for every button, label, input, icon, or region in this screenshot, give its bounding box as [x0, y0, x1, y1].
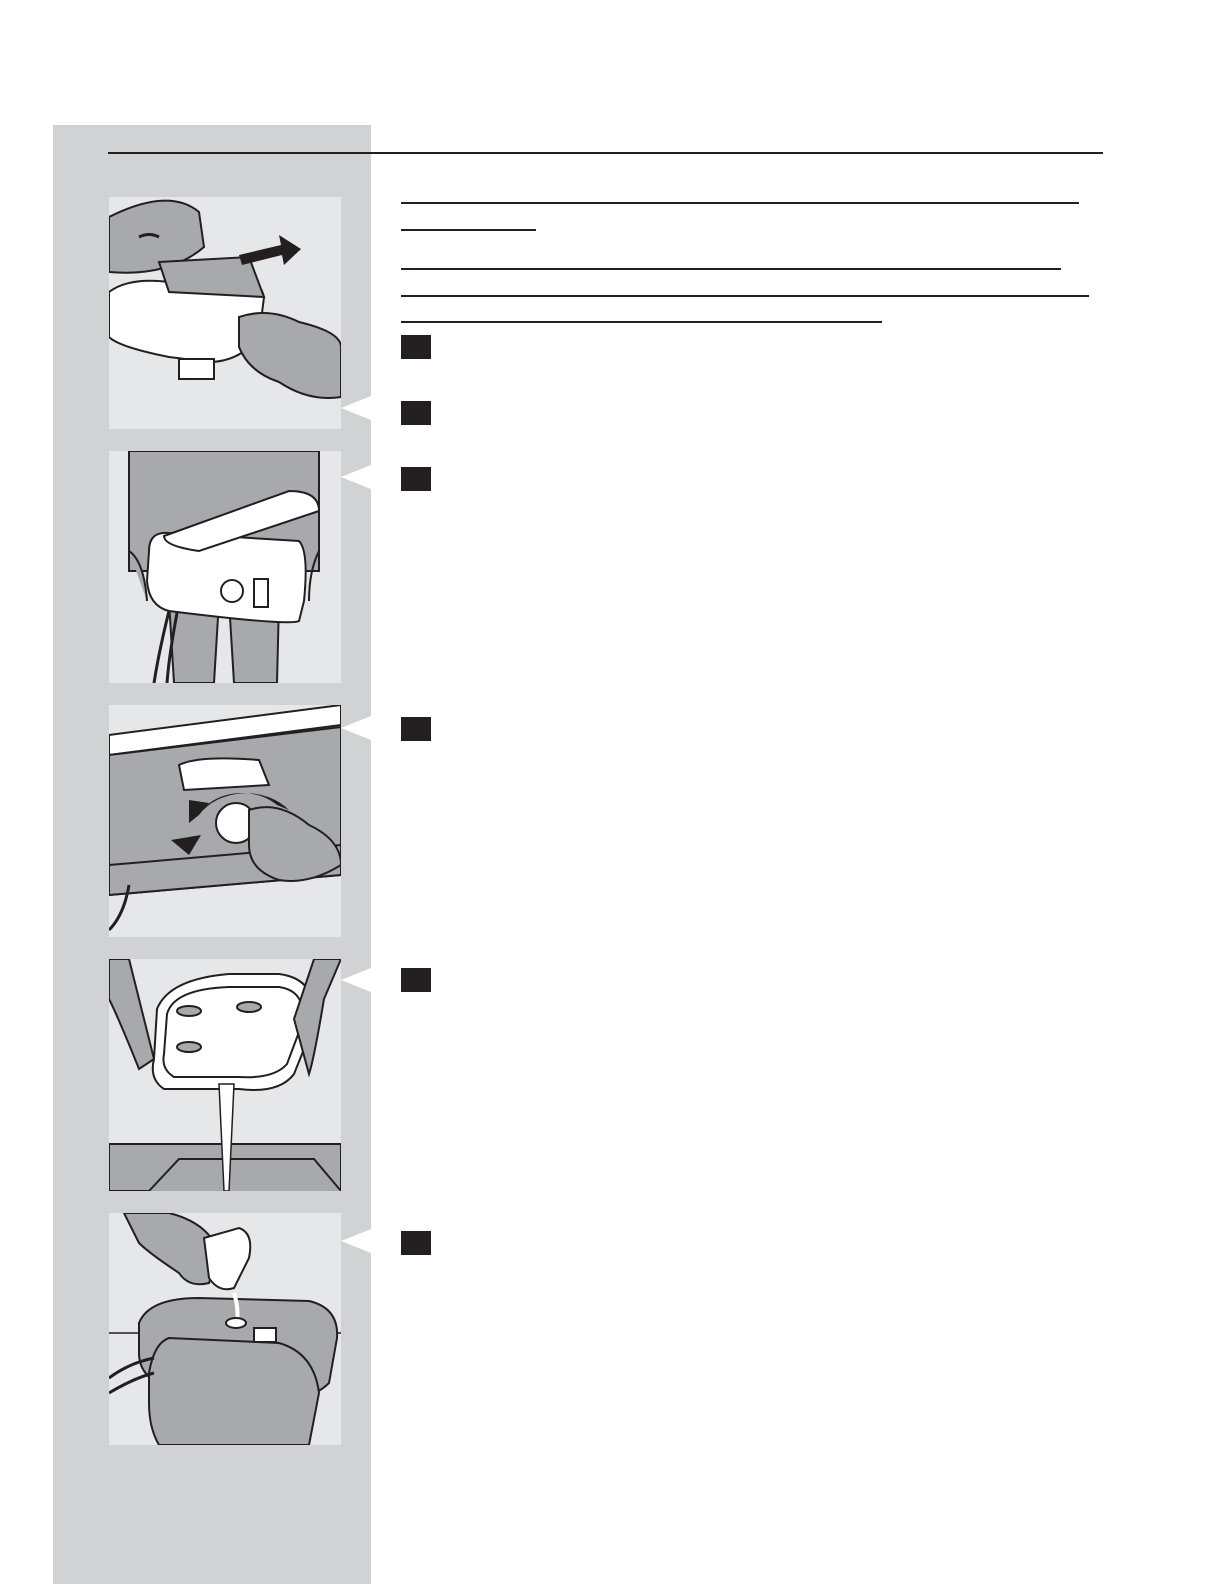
figure-3-illustration [109, 705, 341, 937]
text-line [401, 321, 882, 323]
step-marker [401, 335, 431, 359]
step-marker [401, 968, 431, 992]
figure-2-illustration [109, 451, 341, 683]
header-rule [108, 152, 1103, 154]
figure-1 [109, 197, 341, 429]
text-line [401, 268, 1061, 270]
figure-1-illustration [109, 197, 341, 429]
text-line [401, 202, 1079, 204]
pointer-5 [341, 1229, 371, 1253]
step-marker [401, 717, 431, 741]
pointer-2 [341, 465, 371, 489]
figure-3 [109, 705, 341, 937]
figure-5-illustration [109, 1213, 341, 1445]
figure-2 [109, 451, 341, 683]
text-line [401, 229, 536, 231]
figure-4-illustration [109, 959, 341, 1191]
figure-4 [109, 959, 341, 1191]
pointer-4 [341, 968, 371, 992]
step-marker [401, 1231, 431, 1255]
pointer-3 [341, 716, 371, 740]
step-marker [401, 467, 431, 491]
text-line [401, 295, 1089, 297]
figure-5 [109, 1213, 341, 1445]
pointer-1 [341, 396, 371, 420]
step-marker [401, 401, 431, 425]
